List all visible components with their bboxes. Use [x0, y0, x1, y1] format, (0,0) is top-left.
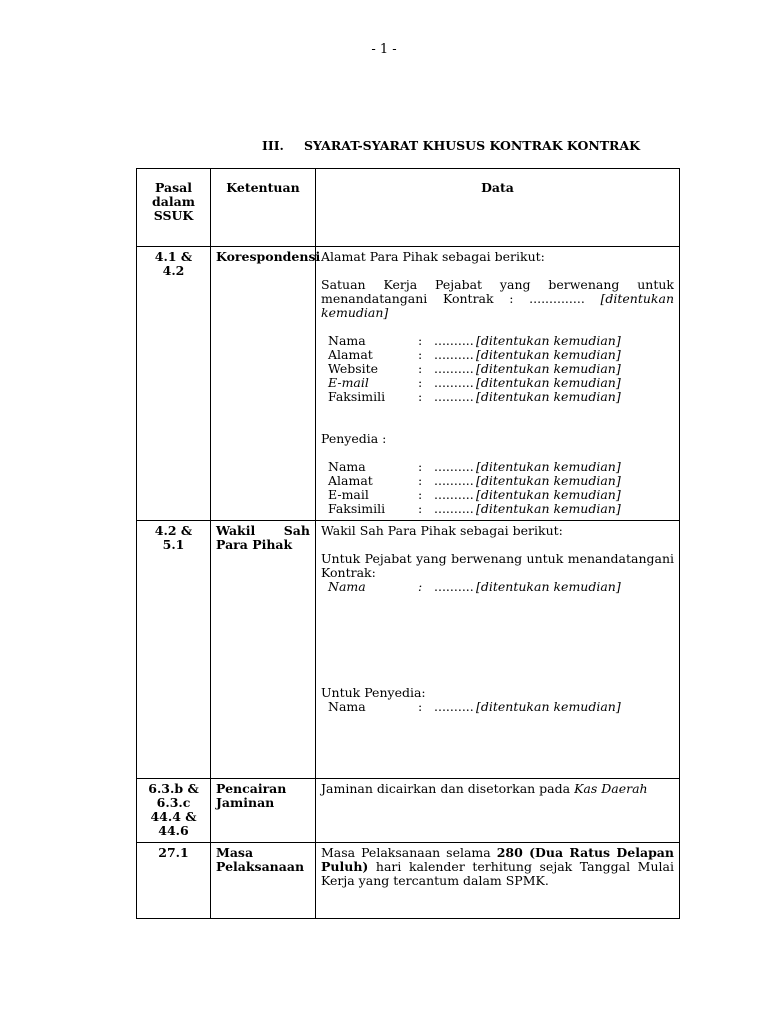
duration-text: 280 (Dua Ratus Delapan Puluh) — [321, 845, 674, 874]
field-penyedia-faksimili: Faksimili : .......... [ditentukan kemudian] — [328, 501, 621, 516]
table-row — [137, 779, 680, 843]
field-pejabat-website: Website : .......... [ditentukan kemudian] — [328, 361, 621, 376]
header-data: Data — [316, 169, 680, 247]
ketentuan-cell: Masa Pelaksanaan — [211, 843, 316, 919]
field-wakil-pejabat-nama: Nama : .......... [ditentukan kemudian] — [328, 579, 621, 594]
data-cell — [316, 247, 680, 521]
header-ketentuan: Ketentuan — [211, 169, 316, 247]
kas-daerah-text: Kas Daerah — [574, 781, 648, 796]
ketentuan-cell: Pencairan Jaminan — [211, 779, 316, 843]
ketentuan-line-1: Wakil Sah — [216, 523, 310, 538]
ketentuan-cell: Korespondensi — [211, 247, 316, 521]
pasal-cell: 6.3.b & 6.3.c 44.4 & 44.6 — [137, 779, 211, 843]
field-penyedia-email: E-mail : .......... [ditentukan kemudian] — [328, 487, 621, 502]
header-pasal: Pasal dalam SSUK — [137, 169, 211, 247]
table-row — [137, 843, 680, 919]
data-cell — [316, 521, 680, 779]
ketentuan-line-2: Para Pihak — [216, 537, 293, 552]
penyedia-text: Untuk Penyedia: — [321, 685, 426, 700]
satuan-text: Satuan Kerja Pejabat yang berwenang untuk menandatangani Kontrak : .............. [ditentukan kemudian] — [321, 277, 674, 320]
data-cell: Jaminan dicairkan dan disetorkan pada Kas Daerah — [316, 779, 680, 843]
pasal-cell: 4.1 & 4.2 — [137, 247, 211, 521]
table-header-row — [137, 169, 680, 247]
field-pejabat-nama: Nama : .......... [ditentukan kemudian] — [328, 333, 621, 348]
field-penyedia-alamat: Alamat : .......... [ditentukan kemudian] — [328, 473, 621, 488]
ssuk-table — [136, 168, 680, 919]
field-pejabat-email: E-mail : .......... [ditentukan kemudian] — [328, 375, 621, 390]
pasal-cell: 27.1 — [137, 843, 211, 919]
field-pejabat-alamat: Alamat : .......... [ditentukan kemudian] — [328, 347, 621, 362]
page-number: - 1 - — [371, 42, 397, 57]
pasal-cell: 4.2 & 5.1 — [137, 521, 211, 779]
satuan-italic: [ditentukan kemudian] — [321, 291, 674, 320]
section-title-text: SYARAT-SYARAT KHUSUS KONTRAK KONTRAK — [304, 138, 641, 153]
field-wakil-penyedia-nama: Nama : .......... [ditentukan kemudian] — [328, 699, 621, 714]
table-row — [137, 247, 680, 521]
field-pejabat-faksimili: Faksimili : .......... [ditentukan kemudian] — [328, 389, 621, 404]
pejabat-text: Untuk Pejabat yang berwenang untuk menandatangani Kontrak: — [321, 551, 674, 580]
ketentuan-cell — [211, 521, 316, 779]
table-row — [137, 521, 680, 779]
intro-text: Wakil Sah Para Pihak sebagai berikut: — [321, 523, 563, 538]
section-number: III. — [262, 138, 284, 153]
intro-text: Alamat Para Pihak sebagai berikut: — [321, 249, 545, 264]
data-cell: Masa Pelaksanaan selama 280 (Dua Ratus Delapan Puluh) hari kalender terhitung sejak Tanggal Mulai Kerja yang tercantum dalam SPMK. — [316, 843, 680, 919]
penyedia-label: Penyedia : — [321, 431, 387, 446]
section-title — [262, 138, 640, 153]
field-penyedia-nama: Nama : .......... [ditentukan kemudian] — [328, 459, 621, 474]
